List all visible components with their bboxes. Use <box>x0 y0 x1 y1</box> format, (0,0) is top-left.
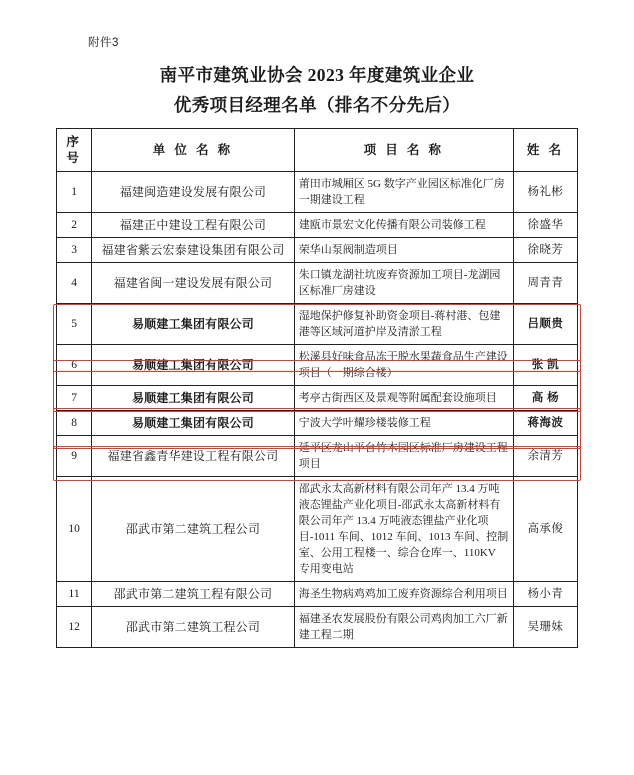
table-row <box>57 607 578 648</box>
cell-unit: 邵武市第二建筑工程公司 <box>92 477 295 582</box>
cell-project: 宁波大学叶耀珍楼装修工程 <box>294 411 513 436</box>
cell-unit: 易顺建工集团有限公司 <box>92 411 295 436</box>
cell-project: 松溪县好味食品冻干脱水果蔬食品生产建设项目（一期综合楼） <box>294 345 513 386</box>
cell-person: 徐晓芳 <box>513 238 577 263</box>
cell-person: 高承俊 <box>513 477 577 582</box>
cell-index: 12 <box>57 607 92 648</box>
cell-unit: 福建省鑫青华建设工程有限公司 <box>92 436 295 477</box>
cell-index: 5 <box>57 304 92 345</box>
table-header-row <box>57 129 578 172</box>
cell-index: 7 <box>57 386 92 411</box>
table-row <box>57 582 578 607</box>
table-row <box>57 477 578 582</box>
table-row <box>57 386 578 411</box>
cell-project: 福建圣农发展股份有限公司鸡肉加工六厂新建工程二期 <box>294 607 513 648</box>
cell-project: 海圣生物病鸡鸡加工废弃资源综合利用项目 <box>294 582 513 607</box>
cell-index: 1 <box>57 172 92 213</box>
title-line-1: 南平市建筑业协会 2023 年度建筑业企业 <box>159 65 475 85</box>
table-row <box>57 172 578 213</box>
cell-person: 高 杨 <box>513 386 577 411</box>
cell-unit: 邵武市第二建筑工程有限公司 <box>92 582 295 607</box>
cell-person: 张 凯 <box>513 345 577 386</box>
cell-unit: 易顺建工集团有限公司 <box>92 304 295 345</box>
cell-unit: 易顺建工集团有限公司 <box>92 345 295 386</box>
cell-unit: 福建闽造建设发展有限公司 <box>92 172 295 213</box>
cell-unit: 邵武市第二建筑工程公司 <box>92 607 295 648</box>
cell-unit: 福建省闽一建设发展有限公司 <box>92 263 295 304</box>
cell-project: 莆田市城厢区 5G 数字产业园区标准化厂房一期建设工程 <box>294 172 513 213</box>
cell-unit: 福建正中建设工程有限公司 <box>92 213 295 238</box>
cell-project: 荣华山泵阀制造项目 <box>294 238 513 263</box>
column-header-index: 序号 <box>57 129 92 172</box>
column-header-unit: 单 位 名 称 <box>92 129 295 172</box>
cell-index: 9 <box>57 436 92 477</box>
cell-person: 徐盛华 <box>513 213 577 238</box>
column-header-project: 项 目 名 称 <box>294 129 513 172</box>
table-row <box>57 263 578 304</box>
attachment-label: 附件3 <box>88 37 119 49</box>
column-header-person: 姓 名 <box>513 129 577 172</box>
cell-person: 杨礼彬 <box>513 172 577 213</box>
cell-person: 杨小青 <box>513 582 577 607</box>
cell-project: 延平区龙山平台竹木园区标准厂房建设工程项目 <box>294 436 513 477</box>
cell-index: 8 <box>57 411 92 436</box>
table-row <box>57 213 578 238</box>
table-row <box>57 411 578 436</box>
cell-unit: 福建省紫云宏泰建设集团有限公司 <box>92 238 295 263</box>
cell-index: 10 <box>57 477 92 582</box>
cell-person: 吕顺贵 <box>513 304 577 345</box>
cell-index: 3 <box>57 238 92 263</box>
cell-index: 6 <box>57 345 92 386</box>
page-title <box>56 60 578 120</box>
table-row <box>57 436 578 477</box>
cell-project: 邵武永太高新材料有限公司年产 13.4 万吨液态锂盐产业化项目-邵武永太高新材料有限公司年产 13.4 万吨液态锂盐产业化项目-1011 车间、1012 车间、1013 车间、控制室、公用工程楼一、综合仓库一、110KV 专用变电站 <box>294 477 513 582</box>
project-manager-table <box>56 128 578 648</box>
cell-index: 2 <box>57 213 92 238</box>
cell-person: 周青青 <box>513 263 577 304</box>
cell-project: 朱口镇龙湖社坑废弃资源加工项目-龙湖园区标准厂房建设 <box>294 263 513 304</box>
cell-project: 湿地保护修复补助资金项目-蒋村港、包建港等区域河道护岸及清淤工程 <box>294 304 513 345</box>
cell-person: 蒋海波 <box>513 411 577 436</box>
table-row <box>57 304 578 345</box>
cell-index: 11 <box>57 582 92 607</box>
title-line-2: 优秀项目经理名单（排名不分先后） <box>173 95 461 115</box>
cell-unit: 易顺建工集团有限公司 <box>92 386 295 411</box>
cell-project: 建瓯市景宏文化传播有限公司装修工程 <box>294 213 513 238</box>
cell-person: 吴珊妹 <box>513 607 577 648</box>
table-row <box>57 345 578 386</box>
cell-person: 余清芳 <box>513 436 577 477</box>
table-row <box>57 238 578 263</box>
cell-index: 4 <box>57 263 92 304</box>
cell-project: 考亭古街西区及景观等附属配套设施项目 <box>294 386 513 411</box>
